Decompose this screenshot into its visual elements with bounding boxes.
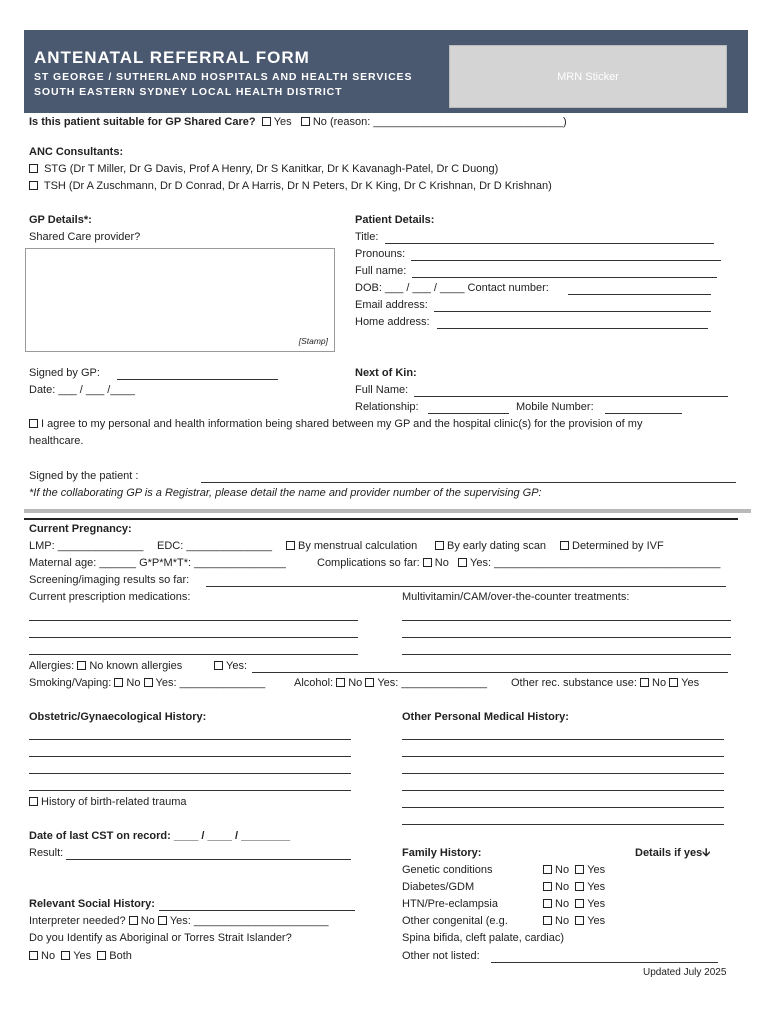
other-medical-heading: Other Personal Medical History:	[402, 711, 569, 723]
medical-line-4[interactable]	[402, 790, 724, 791]
medical-line-1[interactable]	[402, 739, 724, 740]
mrn-sticker-box[interactable]: MRN Sticker	[449, 45, 727, 108]
alcohol-row	[294, 676, 487, 690]
kin-relationship-label: Relationship:	[355, 401, 419, 413]
patient-signed-label: Signed by the patient :	[29, 470, 139, 482]
smoking-yes-checkbox[interactable]	[144, 678, 153, 687]
details-if-yes-label: Details if yes	[635, 847, 703, 859]
patient-dob-label: DOB: ___ / ___ / ____ Contact number:	[355, 282, 549, 294]
allergies-label: Allergies:	[29, 660, 75, 672]
early-scan-checkbox[interactable]	[435, 541, 444, 550]
other-rec-label: Other rec. substance use:	[511, 677, 637, 689]
consent-row	[29, 417, 642, 431]
cst-result-label: Result:	[29, 847, 64, 859]
early-scan-option	[435, 539, 546, 553]
stamp-label: [Stamp]	[298, 336, 328, 346]
family-row-label: HTN/Pre-eclampsia	[402, 898, 498, 910]
section-divider-dark	[24, 518, 738, 520]
pregnancy-heading: Current Pregnancy:	[29, 523, 132, 535]
shared-care-no-label: No (reason: _______________________________)	[312, 116, 567, 128]
other-rec-no-checkbox[interactable]	[640, 678, 649, 687]
registrar-note: *If the collaborating GP is a Registrar, please detail the name and provider number of the supervising GP:	[29, 487, 542, 499]
prescription-label: Current prescription medications:	[29, 591, 191, 603]
consent-text-cont: healthcare.	[29, 435, 84, 447]
gp-stamp-box[interactable]	[25, 248, 335, 352]
details-if-yes	[635, 846, 710, 860]
patient-home-label: Home address:	[355, 316, 430, 328]
allergies-field[interactable]	[252, 672, 728, 673]
screening-field[interactable]	[206, 586, 726, 587]
prescription-line-3[interactable]	[29, 654, 358, 655]
substance-row	[29, 676, 265, 690]
patient-fullname-label: Full name:	[355, 265, 407, 277]
ivf-option	[560, 539, 664, 553]
family-yes-label: Yes	[587, 898, 606, 910]
complications-label: Complications so far:	[317, 557, 420, 569]
interpreter-no-checkbox[interactable]	[129, 916, 138, 925]
family-yes-checkbox[interactable]	[575, 916, 584, 925]
cst-result-field[interactable]	[66, 859, 351, 860]
patient-title-label: Title:	[355, 231, 379, 243]
kin-fullname-field[interactable]	[414, 396, 728, 397]
aboriginal-label: Do you Identify as Aboriginal or Torres Strait Islander?	[29, 932, 292, 944]
patient-signature-field[interactable]	[201, 482, 736, 483]
allergies-row	[29, 659, 182, 673]
shared-care-no-checkbox[interactable]	[301, 117, 310, 126]
complications-row	[317, 556, 720, 570]
family-row-options	[543, 863, 605, 877]
family-yes-label: Yes	[587, 915, 606, 927]
patient-fullname-field[interactable]	[412, 277, 717, 278]
family-row-options	[543, 880, 605, 894]
form-header	[24, 30, 748, 113]
patient-home-field[interactable]	[437, 328, 708, 329]
gp-signed-label: Signed by GP:	[29, 367, 100, 379]
shared-care-yes-label: Yes	[273, 116, 292, 128]
interpreter-label: Interpreter needed?	[29, 915, 126, 927]
hospital-name: ST GEORGE / SUTHERLAND HOSPITALS AND HEALTH SERVICES	[34, 71, 413, 83]
aboriginal-no-checkbox[interactable]	[29, 951, 38, 960]
family-row-label: Diabetes/GDM	[402, 881, 475, 893]
edc-label: EDC: ______________	[157, 540, 272, 552]
other-not-listed-field[interactable]	[491, 962, 718, 963]
shared-care-row	[29, 115, 567, 129]
shared-care-yes-checkbox[interactable]	[262, 117, 271, 126]
alcohol-label: Alcohol:	[294, 677, 334, 689]
family-heading: Family History:	[402, 847, 482, 859]
patient-title-field[interactable]	[385, 243, 714, 244]
medical-line-3[interactable]	[402, 773, 724, 774]
family-no-checkbox[interactable]	[543, 916, 552, 925]
family-no-label: No	[555, 898, 570, 910]
aboriginal-no-label: No	[41, 950, 56, 962]
trauma-label: History of birth-related trauma	[41, 796, 187, 808]
alcohol-yes-checkbox[interactable]	[365, 678, 374, 687]
family-yes-checkbox[interactable]	[575, 865, 584, 874]
interpreter-row	[29, 914, 328, 928]
gp-date-label: Date: ___ / ___ /____	[29, 384, 135, 396]
anc-stg-label: STG (Dr T Miller, Dr G Davis, Prof A Henry, Dr S Kanitkar, Dr K Kavanagh-Patel, Dr C Duong)	[44, 163, 499, 175]
menstrual-option	[286, 539, 417, 553]
family-no-checkbox[interactable]	[543, 865, 552, 874]
patient-email-field[interactable]	[434, 311, 711, 312]
medical-line-6[interactable]	[402, 824, 724, 825]
obstetric-line-2[interactable]	[29, 756, 351, 757]
family-yes-label: Yes	[587, 881, 606, 893]
ivf-label: Determined by IVF	[572, 540, 664, 552]
family-yes-checkbox[interactable]	[575, 899, 584, 908]
no-known-allergies-checkbox[interactable]	[77, 661, 86, 670]
obstetric-heading: Obstetric/Gynaecological History:	[29, 711, 207, 723]
other-rec-yes-label: Yes	[681, 677, 700, 689]
anc-tsh-row	[29, 179, 552, 193]
gp-heading: GP Details*:	[29, 214, 92, 226]
kin-mobile-label: Mobile Number:	[516, 401, 594, 413]
obstetric-line-4[interactable]	[29, 790, 351, 791]
otc-label: Multivitamin/CAM/over-the-counter treatments:	[402, 591, 630, 603]
kin-heading: Next of Kin:	[355, 367, 417, 379]
updated-date: Updated July 2025	[643, 967, 727, 978]
family-no-label: No	[555, 881, 570, 893]
smoking-label: Smoking/Vaping:	[29, 677, 112, 689]
family-row-label: Other congenital (e.g.	[402, 915, 508, 927]
family-no-checkbox[interactable]	[543, 882, 552, 891]
kin-fullname-label: Full Name:	[355, 384, 409, 396]
complications-no-checkbox[interactable]	[423, 558, 432, 567]
allergies-yes-checkbox[interactable]	[214, 661, 223, 670]
anc-stg-row	[29, 162, 498, 176]
alcohol-no-checkbox[interactable]	[336, 678, 345, 687]
maternal-age-label: Maternal age: ______ G*P*M*T*: _______________	[29, 557, 286, 569]
other-not-listed-label: Other not listed:	[402, 950, 480, 962]
other-rec-no-label: No	[652, 677, 667, 689]
anc-stg-checkbox[interactable]	[29, 164, 38, 173]
patient-heading: Patient Details:	[355, 214, 435, 226]
family-no-label: No	[555, 864, 570, 876]
kin-mobile-field[interactable]	[605, 413, 682, 414]
trauma-row	[29, 795, 187, 809]
gp-provider-label: Shared Care provider?	[29, 231, 141, 243]
menstrual-label: By menstrual calculation	[298, 540, 418, 552]
family-row-options	[543, 897, 605, 911]
shared-care-question: Is this patient suitable for GP Shared Care?	[29, 116, 256, 128]
alcohol-no-label: No	[348, 677, 363, 689]
family-row-options	[543, 914, 605, 928]
interpreter-yes-label: Yes: ______________________	[169, 915, 329, 927]
aboriginal-yes-checkbox[interactable]	[61, 951, 70, 960]
complications-yes-label: Yes: _____________________________________	[470, 557, 721, 569]
lmp-label: LMP: ______________	[29, 540, 144, 552]
obstetric-line-1[interactable]	[29, 739, 351, 740]
menstrual-checkbox[interactable]	[286, 541, 295, 550]
medical-line-5[interactable]	[402, 807, 724, 808]
family-no-checkbox[interactable]	[543, 899, 552, 908]
aboriginal-both-checkbox[interactable]	[97, 951, 106, 960]
cst-date-label: Date of last CST on record: ____ / ____ / ________	[29, 830, 291, 842]
arrow-down-icon: 🡫	[702, 847, 711, 859]
anc-tsh-label: TSH (Dr A Zuschmann, Dr D Conrad, Dr A Harris, Dr N Peters, Dr K King, Dr C Krishnan, Dr D Krishnan)	[43, 180, 552, 192]
no-known-allergies-label: No known allergies	[89, 660, 183, 672]
gp-signature-field[interactable]	[117, 379, 278, 380]
anc-tsh-checkbox[interactable]	[29, 181, 38, 190]
smoking-no-checkbox[interactable]	[114, 678, 123, 687]
aboriginal-options	[29, 949, 132, 963]
ivf-checkbox[interactable]	[560, 541, 569, 550]
prescription-line-2[interactable]	[29, 637, 358, 638]
kin-relationship-field[interactable]	[428, 413, 509, 414]
family-no-label: No	[555, 915, 570, 927]
screening-label: Screening/imaging results so far:	[29, 574, 190, 586]
other-rec-yes-checkbox[interactable]	[669, 678, 678, 687]
allergies-yes-option	[214, 659, 247, 673]
smoking-no-label: No	[126, 677, 141, 689]
family-row-label: Genetic conditions	[402, 864, 493, 876]
interpreter-yes-checkbox[interactable]	[158, 916, 167, 925]
otc-line-1[interactable]	[402, 620, 731, 621]
aboriginal-both-label: Both	[109, 950, 132, 962]
allergies-yes-label: Yes:	[226, 660, 248, 672]
medical-line-2[interactable]	[402, 756, 724, 757]
social-field[interactable]	[159, 910, 355, 911]
family-yes-label: Yes	[587, 864, 606, 876]
other-rec-row	[511, 676, 699, 690]
interpreter-no-label: No	[140, 915, 155, 927]
section-divider-grey	[24, 509, 751, 513]
social-heading: Relevant Social History:	[29, 898, 155, 910]
consent-text: I agree to my personal and health information being shared between my GP and the hospital clinic(s) for the provision of my	[41, 418, 643, 430]
otc-line-2[interactable]	[402, 637, 731, 638]
obstetric-line-3[interactable]	[29, 773, 351, 774]
aboriginal-yes-label: Yes	[73, 950, 92, 962]
family-yes-checkbox[interactable]	[575, 882, 584, 891]
district-name: SOUTH EASTERN SYDNEY LOCAL HEALTH DISTRICT	[34, 86, 343, 98]
patient-pronouns-field[interactable]	[411, 260, 721, 261]
patient-pronouns-label: Pronouns:	[355, 248, 406, 260]
patient-email-label: Email address:	[355, 299, 428, 311]
consent-checkbox[interactable]	[29, 419, 38, 428]
spina-label: Spina bifida, cleft palate, cardiac)	[402, 932, 565, 944]
smoking-yes-label: Yes: ______________	[155, 677, 266, 689]
alcohol-yes-label: Yes: ______________	[377, 677, 488, 689]
prescription-line-1[interactable]	[29, 620, 358, 621]
otc-line-3[interactable]	[402, 654, 731, 655]
patient-contact-field[interactable]	[568, 294, 711, 295]
anc-heading: ANC Consultants:	[29, 146, 124, 158]
complications-yes-checkbox[interactable]	[458, 558, 467, 567]
form-title: ANTENATAL REFERRAL FORM	[34, 48, 310, 67]
complications-no-label: No	[434, 557, 449, 569]
early-scan-label: By early dating scan	[447, 540, 547, 552]
trauma-checkbox[interactable]	[29, 797, 38, 806]
